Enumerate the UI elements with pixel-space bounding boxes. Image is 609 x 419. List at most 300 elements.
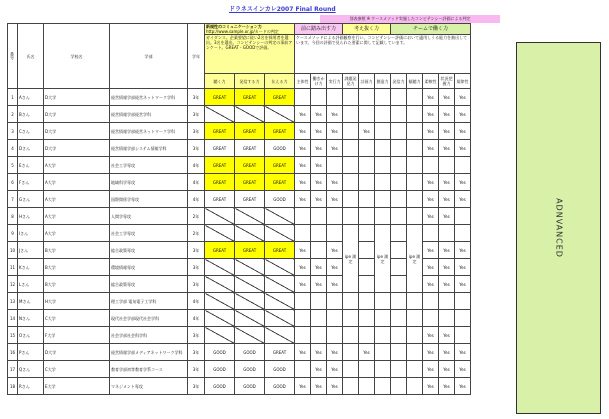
row-num: 11 <box>8 259 18 276</box>
group-cell <box>359 310 375 327</box>
group-cell <box>375 140 391 157</box>
competency-cell: GOOD <box>205 378 235 395</box>
competency-cell <box>265 276 295 293</box>
competency-cell <box>205 208 235 225</box>
competency-cell: GREAT <box>205 174 235 191</box>
group-cell <box>343 106 359 123</box>
row-num: 18 <box>8 378 18 395</box>
group-cell: Yes <box>423 140 439 157</box>
row-name: Cさん <box>18 123 44 140</box>
group-cell: Yes <box>439 174 455 191</box>
group-cell <box>439 157 455 174</box>
row-year: 2年 <box>188 225 205 242</box>
row-name: Rさん <box>18 378 44 395</box>
row-name: Eさん <box>18 157 44 174</box>
group-cell: Yes <box>423 327 439 344</box>
group-cell <box>439 293 455 310</box>
group-cell <box>375 208 391 225</box>
row-year: 3年 <box>188 276 205 293</box>
group-cell: Yes <box>455 123 471 140</box>
group-cell <box>327 208 343 225</box>
group-cell: Yes <box>311 123 327 140</box>
competency-cell: GREAT <box>205 89 235 106</box>
group-cell <box>391 310 407 327</box>
group-cell <box>391 259 407 276</box>
row-name: Kさん <box>18 259 44 276</box>
group-cell: Yes <box>327 259 343 276</box>
competency-cell: GREAT <box>235 123 265 140</box>
group-cell <box>391 361 407 378</box>
row-num: 9 <box>8 225 18 242</box>
competency-cell <box>235 276 265 293</box>
sub-header-group-10: 規律性 <box>455 74 471 89</box>
sub-header-listen: 聴く力 <box>205 74 235 89</box>
group-cell: Yes <box>311 174 327 191</box>
group-cell: Yes <box>455 259 471 276</box>
group-cell <box>343 123 359 140</box>
row-dept: 総合政策専攻 <box>110 276 188 293</box>
group-cell: Yes <box>295 157 311 174</box>
group-cell: Yes <box>423 89 439 106</box>
group-cell <box>295 89 311 106</box>
group-cell: Yes <box>359 344 375 361</box>
group-cell <box>311 293 327 310</box>
competency-cell <box>205 310 235 327</box>
col-header-name: 氏名 <box>18 24 44 89</box>
group-cell: Yes <box>439 327 455 344</box>
table-row <box>8 344 471 361</box>
group-cell: Yes <box>439 361 455 378</box>
row-num: 13 <box>8 293 18 310</box>
group-cell <box>359 208 375 225</box>
group-cell <box>407 89 423 106</box>
group-cell <box>439 310 455 327</box>
table-row <box>8 225 471 242</box>
competency-cell: GOOD <box>235 361 265 378</box>
group-cell <box>375 378 391 395</box>
row-year: 3年 <box>188 242 205 259</box>
table-row <box>8 242 471 259</box>
group-cell <box>327 310 343 327</box>
competency-cell: GREAT <box>205 191 235 208</box>
row-num: 16 <box>8 344 18 361</box>
group-cell <box>327 225 343 242</box>
competency-cell <box>235 310 265 327</box>
group-cell: Yes <box>327 378 343 395</box>
row-dept: 経営情報学部メディアネットワーク学科 <box>110 344 188 361</box>
row-school: C大学 <box>44 310 110 327</box>
group-cell <box>391 344 407 361</box>
table-row <box>8 123 471 140</box>
competency-cell <box>205 106 235 123</box>
group-cell <box>407 293 423 310</box>
group-cell: Yes <box>423 123 439 140</box>
row-name: Aさん <box>18 89 44 106</box>
table-row <box>8 310 471 327</box>
row-name: Gさん <box>18 191 44 208</box>
row-num: 14 <box>8 310 18 327</box>
group-cell <box>359 361 375 378</box>
group-cell <box>359 157 375 174</box>
results-table <box>7 23 471 395</box>
competency-cell: GREAT <box>265 344 295 361</box>
group-cell: Yes <box>295 140 311 157</box>
competency-cell: GREAT <box>205 123 235 140</box>
group-cell <box>295 293 311 310</box>
row-year: 4年 <box>188 174 205 191</box>
group-cell: Yes <box>311 140 327 157</box>
competency-cell: GREAT <box>235 140 265 157</box>
row-year: 3年 <box>188 123 205 140</box>
row-num: 1 <box>8 89 18 106</box>
group-cell <box>407 174 423 191</box>
competency-cell: GREAT <box>265 242 295 259</box>
row-name: Nさん <box>18 310 44 327</box>
row-school: D大学 <box>44 140 110 157</box>
group-cell <box>407 191 423 208</box>
competency-cell: GREAT <box>235 242 265 259</box>
row-dept: 経営情報学部経営ネットワーク学科 <box>110 89 188 106</box>
header-note: 別表参照 ※ ケースメソッド実施したコンピテンシー評価による判定 <box>320 15 500 23</box>
group-cell: Yes <box>327 361 343 378</box>
group-cell <box>375 191 391 208</box>
group-cell <box>407 327 423 344</box>
row-num: 8 <box>8 208 18 225</box>
group-cell: Yes <box>311 106 327 123</box>
group-cell <box>375 106 391 123</box>
group-cell: Yes <box>295 259 311 276</box>
competency-header <box>205 24 295 35</box>
row-school: A大学 <box>44 208 110 225</box>
sub-header-group-3: 課題発見力 <box>343 74 359 89</box>
competency-cell: GOOD <box>205 344 235 361</box>
col-header-year: 学年 <box>188 24 205 89</box>
group-cell <box>295 225 311 242</box>
group-cell <box>391 327 407 344</box>
row-name: Jさん <box>18 242 44 259</box>
group-cell: Yes <box>327 106 343 123</box>
row-year: 4年 <box>188 157 205 174</box>
group-cell <box>375 293 391 310</box>
sub-header-group-6: 発信力 <box>391 74 407 89</box>
row-name: Hさん <box>18 208 44 225</box>
group-cell <box>327 293 343 310</box>
group-cell <box>359 327 375 344</box>
row-school: D大学 <box>44 123 110 140</box>
sub-header-convey: 伝える力 <box>265 74 295 89</box>
group-cell: Yes <box>311 191 327 208</box>
competency-cell <box>265 327 295 344</box>
competency-cell <box>265 259 295 276</box>
group-cell <box>343 361 359 378</box>
group-cell <box>407 123 423 140</box>
competency-cell <box>205 327 235 344</box>
competency-cell <box>235 225 265 242</box>
group-cell: Yes <box>439 106 455 123</box>
row-num: 6 <box>8 174 18 191</box>
row-school: F大学 <box>44 327 110 344</box>
group-cell: Yes <box>327 174 343 191</box>
group-cell <box>327 157 343 174</box>
competency-cell <box>235 293 265 310</box>
group-cell <box>375 327 391 344</box>
sub-header-group-1: 働きかけ力 <box>311 74 327 89</box>
sub-header-group-0: 主体性 <box>295 74 311 89</box>
group-cell: Yes <box>439 191 455 208</box>
group-cell: Yes <box>423 208 439 225</box>
row-num: 17 <box>8 361 18 378</box>
table-row <box>8 378 471 395</box>
competency-cell: GREAT <box>265 89 295 106</box>
row-dept: 国際関係学専攻 <box>110 191 188 208</box>
group-cell: Yes <box>295 378 311 395</box>
group-cell <box>375 174 391 191</box>
competency-description: ガイダンス。企業要望に従い2名を採用者を選出。3名を選出。コンピテンシーの判定の事前アンケート。GREAT・GOODで評価。 <box>205 35 295 74</box>
group-cell <box>407 378 423 395</box>
group-cell: Yes <box>327 140 343 157</box>
group-cell <box>423 310 439 327</box>
competency-cell <box>265 106 295 123</box>
row-dept: 経営情報学部システム情報学科 <box>110 140 188 157</box>
competency-cell <box>205 259 235 276</box>
group-cell: Yes <box>455 242 471 259</box>
table-row <box>8 140 471 157</box>
group-cell <box>343 191 359 208</box>
competency-cell <box>205 293 235 310</box>
col-header-dept: 学部 <box>110 24 188 89</box>
group-cell <box>375 361 391 378</box>
competency-cell: GREAT <box>265 123 295 140</box>
row-name: Iさん <box>18 225 44 242</box>
row-dept: 教育学部初等教育学系コース <box>110 361 188 378</box>
row-dept: 環境情報専攻 <box>110 259 188 276</box>
competency-cell <box>205 276 235 293</box>
group-cell <box>455 208 471 225</box>
group-cell <box>407 344 423 361</box>
competency-cell: GREAT <box>235 157 265 174</box>
competency-title: 新規性のコミュニケーション力 <box>206 24 262 29</box>
competency-cell <box>265 225 295 242</box>
group-cell <box>359 140 375 157</box>
group-cell: Yes <box>295 123 311 140</box>
group-cell: Yes <box>311 378 327 395</box>
group-cell: Yes <box>327 276 343 293</box>
group-cell <box>359 174 375 191</box>
sub-header-group-7: 傾聴力 <box>407 74 423 89</box>
group-cell <box>391 208 407 225</box>
group-cell <box>327 327 343 344</box>
group-cell: Yes <box>423 361 439 378</box>
group-cell <box>439 225 455 242</box>
group-cell: Yes <box>423 191 439 208</box>
competency-cell <box>205 225 235 242</box>
group-header-1: 前に踏み出す力 <box>295 24 343 35</box>
row-school: A大学 <box>44 174 110 191</box>
row-school: D大学 <box>44 89 110 106</box>
competency-cell: GREAT <box>235 89 265 106</box>
group-cell: Yes <box>295 242 311 259</box>
sub-header-send: 発信する力 <box>235 74 265 89</box>
group-cell <box>343 293 359 310</box>
group-cell <box>375 123 391 140</box>
group-cell: Yes <box>423 276 439 293</box>
group-cell: Yes <box>311 157 327 174</box>
group-cell <box>391 123 407 140</box>
row-school: B大学 <box>44 259 110 276</box>
row-name: Qさん <box>18 361 44 378</box>
group-cell <box>455 157 471 174</box>
group-cell <box>359 293 375 310</box>
group-cell: Yes <box>423 106 439 123</box>
merged-note-cell: ipe 測定 <box>343 225 359 293</box>
sub-header-group-2: 実行力 <box>327 74 343 89</box>
group-cell: Yes <box>439 276 455 293</box>
group-cell: Yes <box>327 344 343 361</box>
group-cell: Yes <box>327 191 343 208</box>
group-cell: Yes <box>455 276 471 293</box>
row-name: Mさん <box>18 293 44 310</box>
group-cell <box>359 106 375 123</box>
advanced-panel <box>516 42 601 414</box>
group-cell <box>391 225 407 242</box>
group-cell <box>391 140 407 157</box>
competency-cell: GOOD <box>265 378 295 395</box>
group-cell <box>375 344 391 361</box>
row-dept: マネジメント専攻 <box>110 378 188 395</box>
table-row <box>8 208 471 225</box>
group-cell <box>359 378 375 395</box>
group-cell <box>311 327 327 344</box>
row-year: 3年 <box>188 106 205 123</box>
row-dept: 現代社会学部現代社会学科 <box>110 310 188 327</box>
row-num: 5 <box>8 157 18 174</box>
group-header-3: チームで働く力 <box>391 24 471 35</box>
row-name: Dさん <box>18 140 44 157</box>
group-cell <box>343 310 359 327</box>
group-cell: Yes <box>439 344 455 361</box>
table-row <box>8 174 471 191</box>
row-school: A大学 <box>44 191 110 208</box>
group-cell <box>295 310 311 327</box>
row-dept: 地域科学専攻 <box>110 174 188 191</box>
row-year: 3年 <box>188 344 205 361</box>
group-cell <box>455 327 471 344</box>
competency-cell: GOOD <box>235 344 265 361</box>
group-cell: Yes <box>455 344 471 361</box>
competency-cell <box>235 259 265 276</box>
competency-cell <box>265 310 295 327</box>
group-cell <box>407 310 423 327</box>
group-cell <box>391 106 407 123</box>
group-cell <box>295 327 311 344</box>
competency-cell: GOOD <box>205 361 235 378</box>
group-cell <box>375 157 391 174</box>
row-year: 4年 <box>188 310 205 327</box>
group-cell: Yes <box>295 191 311 208</box>
row-year: 3年 <box>188 361 205 378</box>
table-row <box>8 276 471 293</box>
group-cell: Yes <box>455 89 471 106</box>
group-cell: Yes <box>455 361 471 378</box>
group-cell <box>343 89 359 106</box>
group-cell <box>295 361 311 378</box>
group-cell <box>311 242 327 259</box>
group-cell: Yes <box>439 259 455 276</box>
row-school: B大学 <box>44 242 110 259</box>
row-year: 3年 <box>188 140 205 157</box>
group-cell: Yes <box>455 191 471 208</box>
row-dept: 社会学部社会科学科 <box>110 327 188 344</box>
group-cell: Yes <box>295 276 311 293</box>
group-cell: Yes <box>423 344 439 361</box>
group-cell: Yes <box>439 208 455 225</box>
group-cell: Yes <box>311 361 327 378</box>
row-year: 2年 <box>188 208 205 225</box>
row-dept: 社会工学専攻 <box>110 157 188 174</box>
competency-cell: GOOD <box>265 191 295 208</box>
group-cell: Yes <box>439 140 455 157</box>
row-school: H大学 <box>44 293 110 310</box>
row-name: Pさん <box>18 344 44 361</box>
group-cell: Yes <box>311 276 327 293</box>
group-cell <box>327 89 343 106</box>
group-cell <box>455 310 471 327</box>
group-cell: Yes <box>439 89 455 106</box>
row-year: 3年 <box>188 327 205 344</box>
group-cell: Yes <box>439 378 455 395</box>
row-year: 3年 <box>188 259 205 276</box>
group-cell <box>391 276 407 293</box>
merged-note-cell: ipe 測定 <box>407 225 423 293</box>
sub-header-group-4: 計画力 <box>359 74 375 89</box>
row-num: 10 <box>8 242 18 259</box>
group-cell <box>311 225 327 242</box>
group-cell: Yes <box>439 242 455 259</box>
group-cell <box>343 174 359 191</box>
row-dept: 理工学部 電気電子工学科 <box>110 293 188 310</box>
group-cell <box>343 378 359 395</box>
group-cell: Yes <box>295 106 311 123</box>
row-name: Bさん <box>18 106 44 123</box>
group-cell: Yes <box>423 259 439 276</box>
group-cell <box>311 89 327 106</box>
competency-cell <box>235 327 265 344</box>
row-school: E大学 <box>44 378 110 395</box>
table-row <box>8 293 471 310</box>
row-name: Lさん <box>18 276 44 293</box>
group-cell: Yes <box>455 174 471 191</box>
group-cell <box>391 174 407 191</box>
group-cell <box>359 89 375 106</box>
advanced-label: ADNVANCED <box>554 198 563 258</box>
row-year: 4年 <box>188 293 205 310</box>
row-year: 3年 <box>188 89 205 106</box>
competency-cell: GREAT <box>265 174 295 191</box>
competency-cell: GREAT <box>235 174 265 191</box>
group-cell <box>359 276 375 293</box>
sub-header-group-5: 創造力 <box>375 74 391 89</box>
competency-cell: GOOD <box>265 361 295 378</box>
group-cell: Yes <box>327 123 343 140</box>
group-description: ケースメソッドによる評価観察を行い、コンピテンシー評価において適用しうる能力を抽出しています。今回の評価で見られた要素に関して記載しています。 <box>295 35 471 74</box>
group-cell: Yes <box>311 259 327 276</box>
row-dept: 総合政策専攻 <box>110 242 188 259</box>
row-num: 7 <box>8 191 18 208</box>
row-dept: 経営情報学部経営学科 <box>110 106 188 123</box>
group-cell <box>359 242 375 259</box>
group-cell: Yes <box>455 106 471 123</box>
row-year: 3年 <box>188 378 205 395</box>
